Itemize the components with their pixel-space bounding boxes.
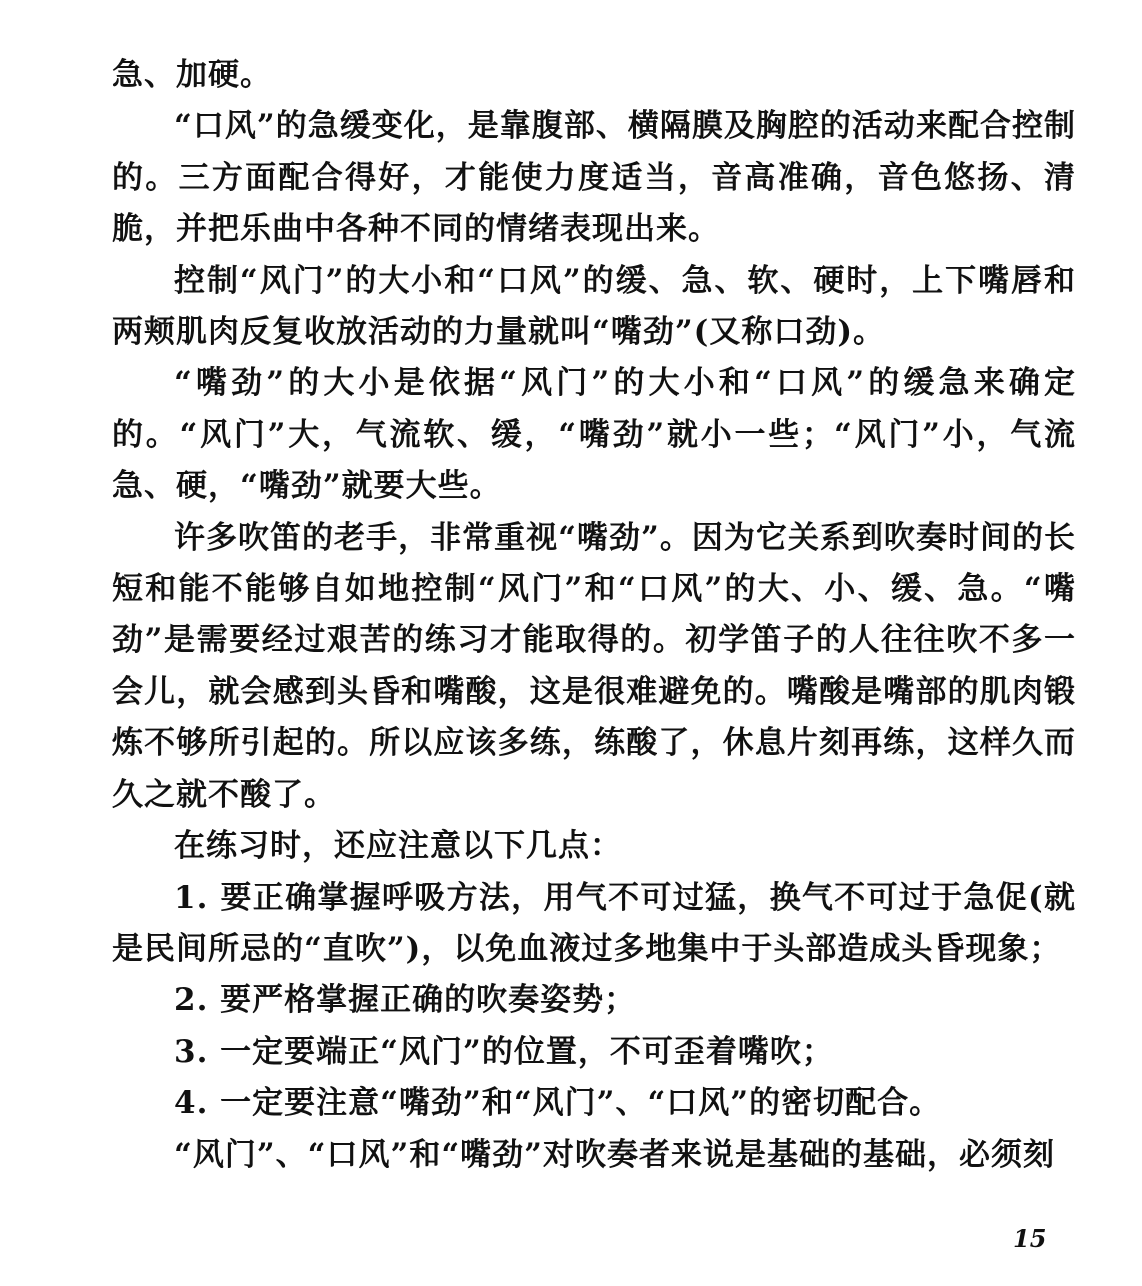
- paragraph-5: 许多吹笛的老手，非常重视“嘴劲”。因为它关系到吹奏时间的长短和能不能够自如地控制“风门”和“口风”的大、小、缓、急。“嘴劲”是需要经过艰苦的练习才能取得的。初学笛子的人往往吹不多一会儿，就会感到头昏和嘴酸，这是很难避免的。嘴酸是嘴部的肌肉锻炼不够所引起的。所以应该多练，练酸了，休息片刻再练，这样久而久之就不酸了。: [112, 519, 1076, 813]
- list-item-4: 4. 一定要注意“嘴劲”和“风门”、“口风”的密切配合。: [174, 1085, 942, 1122]
- paragraph-1: 急、加硬。: [112, 57, 272, 93]
- paragraph-3: 控制“风门”的大小和“口风”的缓、急、软、硬时，上下嘴唇和两颊肌肉反复收放活动的力量就叫“嘴劲”(又称口劲)。: [112, 262, 1076, 351]
- page-body: [112, 50, 1076, 1181]
- paragraph-7: “风门”、“口风”和“嘴劲”对吹奏者来说是基础的基础，必须刻: [174, 1136, 1055, 1173]
- paragraph-6: 在练习时，还应注意以下几点：: [174, 828, 622, 865]
- paragraph-4: “嘴劲”的大小是依据“风门”的大小和“口风”的缓急来确定的。“风门”大，气流软、缓，“嘴劲”就小一些；“风门”小，气流急、硬，“嘴劲”就要大些。: [112, 365, 1076, 505]
- list-item-3: 3. 一定要端正“风门”的位置，不可歪着嘴吹；: [174, 1033, 834, 1070]
- list-item-2: 2. 要严格掌握正确的吹奏姿势；: [174, 982, 637, 1019]
- page-number: 15: [1013, 1224, 1047, 1253]
- list-item-1: 1. 要正确掌握呼吸方法，用气不可过猛，换气不可过于急促(就是民间所忌的“直吹”)，以免血液过多地集中于头部造成头昏现象；: [112, 879, 1076, 967]
- paragraph-2: “口风”的急缓变化，是靠腹部、横隔膜及胸腔的活动来配合控制的。三方面配合得好，才能使力度适当，音高准确，音色悠扬、清脆，并把乐曲中各种不同的情绪表现出来。: [112, 108, 1076, 248]
